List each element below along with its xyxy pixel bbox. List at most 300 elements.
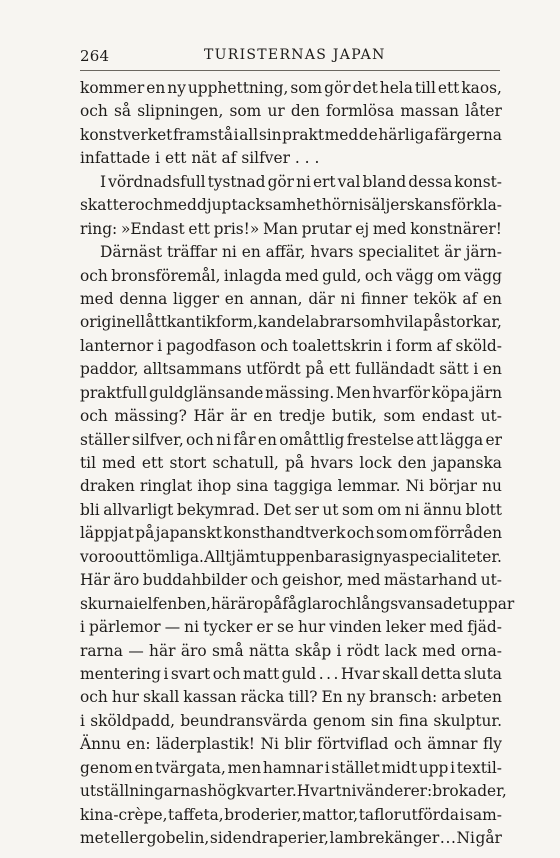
word: silfver, — [131, 430, 184, 449]
word: hvila — [385, 313, 423, 332]
word: af — [462, 289, 478, 308]
word: ännu — [423, 500, 463, 519]
word: nätta — [248, 641, 290, 660]
word: och — [364, 266, 393, 285]
word: kaos, — [461, 79, 502, 97]
word: japanska — [432, 454, 502, 472]
word: beundransvärda — [180, 711, 308, 730]
word: med — [102, 454, 136, 472]
word: hvars — [310, 454, 354, 472]
word: på — [422, 313, 442, 332]
word: med — [422, 641, 456, 660]
word: Här — [193, 407, 224, 426]
word: rödt — [346, 641, 380, 660]
word: silfver — [241, 149, 290, 168]
word: räcka — [240, 688, 285, 707]
word: konst- — [454, 172, 502, 191]
text-line — [80, 686, 502, 709]
word: ni — [222, 243, 237, 262]
word: en — [482, 289, 502, 308]
word: guld, — [322, 266, 362, 285]
word: Ni — [260, 735, 279, 754]
word: pris!» — [213, 219, 260, 238]
word: ämnar — [427, 735, 478, 754]
word: som — [290, 79, 323, 97]
word: kandelabrar — [257, 313, 354, 332]
word: . — [326, 664, 332, 683]
text-line — [80, 733, 502, 756]
word: ni — [340, 289, 356, 308]
word: åttkantik — [145, 313, 216, 332]
word: ej — [355, 219, 370, 238]
word: en — [482, 360, 502, 379]
word: förtviflad — [317, 735, 389, 754]
word: textil- — [456, 758, 502, 777]
word: sidendraperier, — [209, 829, 329, 847]
word: taggiga — [273, 477, 333, 496]
word: läppjat — [80, 524, 134, 543]
word: sam- — [465, 805, 502, 824]
word: svart — [170, 664, 211, 683]
text-line — [80, 546, 502, 569]
text-line — [80, 593, 515, 616]
word: Man — [263, 219, 298, 238]
word: denna — [119, 289, 168, 308]
word: lack — [384, 641, 417, 660]
word: sköld- — [455, 336, 502, 355]
text-line — [80, 358, 502, 381]
text-line — [80, 663, 502, 686]
word: ett — [164, 149, 187, 168]
word: är — [230, 407, 247, 426]
word: en — [146, 79, 166, 97]
word: broderier, — [224, 805, 302, 824]
text-line — [80, 452, 502, 475]
word: förråden — [434, 524, 502, 543]
word: inlagda — [223, 266, 282, 285]
text-line — [80, 171, 502, 194]
word: skatter — [80, 196, 136, 215]
word: brokader, — [432, 782, 507, 801]
word: lanternor — [80, 336, 154, 355]
word: sätt — [439, 360, 469, 379]
word: läderplastik! — [156, 735, 255, 754]
word: geishor, — [281, 571, 344, 590]
word: sina — [236, 477, 269, 496]
word: annan, — [249, 289, 303, 308]
word: ligger — [173, 289, 220, 308]
word: er — [485, 430, 502, 449]
word: endast — [421, 407, 475, 426]
word: . — [445, 829, 451, 847]
word: sluta — [463, 664, 502, 683]
word: japanskt — [155, 524, 222, 543]
word: schatull, — [212, 454, 279, 472]
word: til — [80, 454, 97, 472]
word: ut- — [480, 407, 502, 426]
word: skall — [143, 688, 180, 707]
word: originell — [80, 313, 146, 332]
text-line — [80, 147, 502, 170]
word: ni — [341, 782, 357, 801]
word: och — [328, 594, 357, 613]
word: att — [416, 430, 438, 449]
word: mästarhand — [383, 571, 478, 590]
word: hur — [298, 618, 326, 637]
word: i — [80, 711, 85, 730]
word: till? — [288, 688, 318, 707]
body-text — [80, 77, 515, 850]
text-line — [80, 640, 502, 663]
word: ring: — [80, 219, 118, 238]
word: järn — [470, 383, 502, 402]
word: tacksamhet — [231, 196, 322, 215]
word: hvarför — [372, 383, 430, 402]
word: och — [135, 196, 164, 215]
word: ni — [296, 172, 311, 191]
word: en — [241, 243, 261, 262]
text-line — [80, 77, 502, 100]
word: arbeten — [441, 688, 502, 707]
word: med — [163, 196, 197, 215]
word: massan — [400, 102, 459, 121]
word: Hvar — [340, 664, 380, 683]
word: blir — [284, 735, 312, 754]
word: outtömliga. — [114, 547, 204, 566]
word: taffeta, — [168, 805, 224, 824]
word: mattor, — [302, 805, 359, 824]
word: formlösa — [325, 102, 395, 121]
word: som — [353, 313, 386, 332]
word: ni — [348, 196, 364, 215]
word: draken — [80, 477, 135, 496]
text-line — [80, 311, 502, 334]
word: Ännu — [80, 735, 121, 754]
word: storkar, — [442, 313, 502, 332]
word: färgerna — [434, 125, 502, 144]
word: träffar — [166, 243, 218, 262]
word: en — [257, 430, 277, 449]
word: i — [386, 336, 392, 355]
word: all — [239, 125, 259, 144]
word: bland — [362, 172, 407, 191]
text-line — [80, 710, 502, 733]
word: med — [324, 125, 359, 144]
text-line — [80, 405, 502, 428]
word: form — [395, 336, 433, 355]
word: orna- — [461, 641, 502, 660]
word: och — [260, 336, 289, 355]
word: i — [133, 594, 139, 613]
text-line — [80, 100, 502, 123]
word: se — [276, 618, 294, 637]
word: — — [128, 641, 144, 660]
text-line — [80, 499, 502, 522]
word: — — [164, 618, 181, 637]
word: de — [358, 125, 378, 144]
word: leker — [385, 618, 426, 637]
word: vänder — [356, 782, 411, 801]
word: vinden — [329, 618, 382, 637]
word: stort — [169, 454, 207, 472]
word: och — [393, 735, 422, 754]
word: bransch: — [369, 688, 438, 707]
running-title: TURISTERNAS JAPAN — [204, 47, 386, 63]
text-line — [80, 288, 502, 311]
word: tekök — [413, 289, 457, 308]
text-line — [80, 335, 502, 358]
word: köpa — [431, 383, 470, 402]
word: sig — [350, 547, 374, 566]
word: En — [321, 688, 343, 707]
word: upp — [418, 758, 449, 777]
word: om — [437, 266, 461, 285]
word: utställningarnas — [80, 782, 208, 801]
word: låter — [465, 102, 502, 121]
word: hamnar — [262, 758, 324, 777]
word: Det — [263, 500, 291, 519]
word: finner — [361, 289, 408, 308]
word: . — [304, 149, 310, 168]
word: och — [80, 266, 108, 285]
word: och — [80, 102, 108, 121]
word: paddor, — [80, 360, 139, 379]
word: ur — [267, 102, 285, 121]
word: ut — [322, 500, 339, 519]
word: i — [459, 805, 465, 824]
word: ni — [216, 430, 232, 449]
word: och — [250, 571, 279, 590]
word: guld — [281, 664, 317, 683]
text-line — [80, 241, 502, 264]
word: och — [212, 664, 241, 683]
word: Ni — [456, 829, 475, 847]
word: ihop — [197, 477, 232, 496]
word: men — [227, 758, 262, 777]
word: mässing. — [265, 383, 335, 402]
word: hela — [379, 79, 413, 97]
word: kommer — [80, 79, 145, 97]
word: vördnadsfull — [108, 172, 206, 191]
word: genom — [312, 711, 366, 730]
word: små — [211, 641, 244, 660]
word: bekymrad. — [176, 500, 260, 519]
word: om — [377, 500, 402, 519]
word: härliga — [378, 125, 434, 144]
word: som — [383, 407, 416, 426]
word: nu — [482, 477, 502, 496]
word: högkvarter. — [207, 782, 297, 801]
word: fjäd- — [467, 618, 502, 637]
word: hvars — [310, 243, 354, 262]
word: toalettskrin — [292, 336, 383, 355]
word: matt — [243, 664, 280, 683]
word: fulländadt — [355, 360, 435, 379]
word: en — [224, 289, 244, 308]
word: tycker — [203, 618, 253, 637]
word: I — [100, 172, 107, 191]
word: äro — [237, 594, 264, 613]
word: i — [155, 149, 161, 168]
word: med — [285, 266, 319, 285]
word: sköldpadd, — [90, 711, 176, 730]
word: som — [375, 524, 408, 543]
word: ny — [346, 688, 366, 707]
word: butik, — [331, 407, 377, 426]
text-line — [80, 616, 502, 639]
word: . — [439, 829, 445, 847]
text-line — [80, 804, 502, 827]
text-line — [80, 475, 502, 498]
word: bronsföremål, — [111, 266, 221, 285]
text-line — [80, 265, 502, 288]
word: er: — [410, 782, 433, 801]
word: er — [256, 618, 273, 637]
word: pagodfason — [166, 336, 257, 355]
word: i — [336, 641, 342, 660]
word: långsvansade — [356, 594, 462, 613]
word: infattade — [80, 149, 151, 168]
word: med — [346, 571, 381, 590]
word: ert — [312, 172, 336, 191]
word: med — [80, 289, 114, 308]
word: och — [80, 688, 108, 707]
word: Hvart — [296, 782, 342, 801]
word: genom — [80, 758, 133, 777]
word: frestelse — [346, 430, 415, 449]
word: gör — [324, 79, 351, 97]
word: mässing? — [114, 407, 187, 426]
header-rule — [80, 70, 500, 71]
word: på — [305, 360, 325, 379]
word: skulptur. — [433, 711, 502, 730]
word: kassan — [183, 688, 237, 707]
word: i — [450, 758, 456, 777]
word: tredje — [278, 407, 326, 426]
word: framstå — [172, 125, 234, 144]
word: prakt — [282, 125, 325, 144]
word: tystnad — [207, 172, 266, 191]
word: Ni — [405, 477, 425, 496]
word: är — [444, 243, 461, 262]
word: ringlat — [139, 477, 193, 496]
word: ut- — [480, 571, 502, 590]
word: . — [318, 664, 324, 683]
word: lemmar. — [337, 477, 401, 496]
word: här — [211, 594, 238, 613]
word: omåttlig — [279, 430, 345, 449]
word: specialiteter. — [401, 547, 502, 566]
word: med — [372, 219, 407, 238]
word: blott — [465, 500, 502, 519]
word: affär, — [265, 243, 306, 262]
word: den — [397, 454, 427, 472]
word: Men — [335, 383, 371, 402]
word: . — [450, 829, 456, 847]
word: i — [233, 125, 239, 144]
word: till — [414, 79, 436, 97]
page-number: 264 — [80, 47, 110, 65]
text-line — [80, 522, 502, 545]
word: praktfull — [80, 383, 148, 402]
word: skåp — [294, 641, 332, 660]
word: här — [149, 641, 176, 660]
word: utfördt — [246, 360, 301, 379]
word: af — [436, 336, 452, 355]
word: den — [290, 102, 320, 121]
word: af — [221, 149, 237, 168]
word: sin — [370, 711, 394, 730]
word: Alltjämt — [204, 547, 266, 566]
word: Därnäst — [100, 243, 163, 262]
word: specialitet — [358, 243, 440, 262]
word: äro — [180, 641, 207, 660]
word: lambrekänger — [329, 829, 440, 847]
word: som — [229, 102, 262, 121]
word: som — [342, 500, 374, 519]
word: ni — [404, 500, 420, 519]
word: det — [352, 79, 378, 97]
word: guldglänsande — [149, 383, 264, 402]
word: en: — [126, 735, 151, 754]
word: börjar — [429, 477, 477, 496]
word: mentering — [80, 664, 161, 683]
word: voro — [80, 547, 115, 566]
word: med — [429, 618, 464, 637]
word: vägg — [396, 266, 434, 285]
word: ser — [294, 500, 319, 519]
word: på — [135, 524, 155, 543]
word: en — [253, 407, 273, 426]
word: pärlemor — [89, 618, 161, 637]
text-line — [80, 218, 502, 241]
word: ställer — [80, 430, 130, 449]
word: om — [409, 524, 433, 543]
text-line — [80, 194, 502, 217]
word: på — [285, 454, 305, 472]
word: eller — [110, 829, 146, 847]
word: järn- — [465, 243, 502, 262]
word: konstnärer! — [410, 219, 502, 238]
word: konstverket — [80, 125, 173, 144]
word: uppenbara — [266, 547, 351, 566]
word: i — [157, 336, 163, 355]
text-line — [80, 780, 507, 803]
word: i — [473, 360, 479, 379]
word: elfenben, — [138, 594, 212, 613]
word: ny — [167, 79, 186, 97]
word: nät — [191, 149, 217, 168]
word: ett — [188, 219, 210, 238]
word: konsthandtverk — [223, 524, 346, 543]
word: och — [346, 524, 375, 543]
word: hur — [111, 688, 139, 707]
word: lock — [359, 454, 392, 472]
word: slipningen, — [137, 102, 224, 121]
word: detta — [420, 664, 462, 683]
text-line — [80, 757, 502, 780]
text-line — [80, 827, 502, 850]
word: kina-crèpe, — [80, 805, 168, 824]
word: prutar — [301, 219, 352, 238]
word: »Endast — [120, 219, 185, 238]
word: stället — [331, 758, 380, 777]
word: djup — [197, 196, 232, 215]
word: fly — [483, 735, 502, 754]
word: ett — [141, 454, 164, 472]
text-line — [80, 382, 502, 405]
word: upphettning, — [187, 79, 289, 97]
